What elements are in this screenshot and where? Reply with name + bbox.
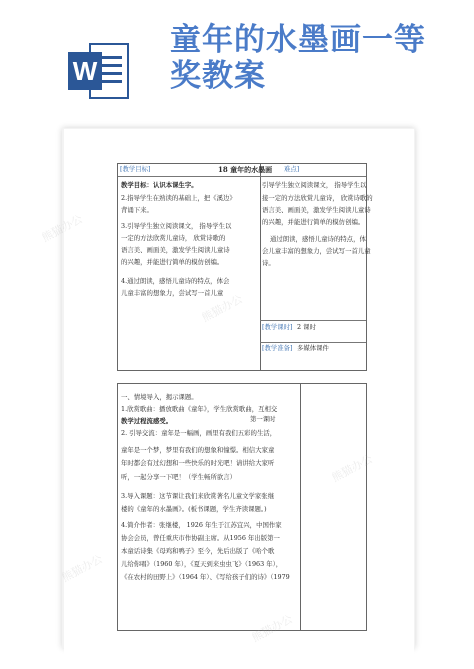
goal-line-7: 的兴趣，并能进行简单的模仿创编。 [121,258,224,266]
goal-line-3: 背诵下来。 [121,206,153,214]
process-line-14: 《在农村的田野上》（1964 年）、《写给孩子们的诗》（1979 [121,573,290,581]
difficulty-line-3: 语言美、画面美，激发学生阅读儿童诗 [262,206,371,214]
process-line-2: 1.欣赏歌曲：播放歌曲《童年》，学生欣赏歌曲，互相交 [121,405,278,413]
table-row-divider [260,320,366,321]
process-line-5: 童年是一个梦，梦里有我们的想象和憧憬。相信大家童 [121,446,275,454]
process-line-8: 3.导入课题：这节课让我们来欣赏著名儿童文学家张继 [121,492,275,500]
watermark-text: 熊猫办公 [249,612,295,645]
table-row-divider [118,176,366,177]
tag-difficulty: 难点] [284,165,300,173]
lesson-title: 18 童年的水墨画 [218,165,273,174]
process-line-7: 听，一起分享一下吧！（学生畅所欲言） [121,473,237,481]
goal-line-1: 教学目标：认识本课生字。 [121,181,198,189]
difficulty-line-5: 通过朗读，感悟儿童诗的特点，体 [270,235,366,243]
process-line-12: 本童话诗集《母鸡和鸭子》至今，先后出版了《哈个歌 [121,547,275,555]
document-title [170,22,460,94]
process-line-10: 4.简介作者：张继楼， 1926 年生于江苏宜兴，中国作家 [121,521,282,529]
watermark-text: 熊猫办公 [39,212,85,245]
watermark-text: 熊猫办公 [59,552,105,585]
difficulty-line-1: 引导学生独立阅读课文， 指导学生以 [262,181,367,189]
difficulty-line-7: 诗。 [262,259,275,267]
goal-line-5: 一定的方法欣赏儿童诗， 欣赏诗歌的 [121,234,226,242]
tag-teaching-goal: [教学目标] [120,165,151,173]
title-line-2: 奖教案 [170,58,266,94]
tag-class-hours: [教学课时] [262,323,293,331]
class-hours-value: 2 课时 [297,323,316,331]
tag-preparation: [教学准备] [262,344,293,352]
process-line-4: 2. 引导交流：童年是一幅画，画里有我们五彩的生活， [121,429,277,437]
goal-line-4: 3.引导学生独立阅读课文， 指导学生以 [121,222,232,230]
process-line-9: 楼的《童年的水墨画》。(板书课题，学生齐读课题。) [121,505,267,513]
column-divider [300,384,301,630]
title-line-1: 童年的水墨画一等 [170,22,426,58]
difficulty-line-4: 的兴趣，并能进行简单的模仿创编。 [262,218,365,226]
difficulty-line-2: 接一定的方法欣赏儿童诗， 欣赏诗歌的 [262,194,373,202]
process-line-1: 一、情境导入，揭示课题。 [121,393,198,401]
goal-line-9: 儿童丰富的想象力，尝试写一首儿童 [121,289,224,297]
goal-line-2: 2.指导学生在熟读的基础上，把《溪边》 [121,194,236,202]
svg-text:W: W [72,56,98,86]
watermark-text: 熊猫办公 [329,452,375,485]
preparation-value: 多媒体课件 [297,344,329,352]
header-banner [0,0,474,120]
process-line-13: 儿给你唱》（1960 年），《夏天到来虫虫飞》（1963 年）， [121,560,283,568]
goal-line-6: 语言美、画面美，激发学生阅读儿童诗 [121,246,230,254]
column-divider [260,164,261,370]
difficulty-line-6: 会儿童丰富的想象力，尝试写一首儿童 [262,247,371,255]
process-line-6: 年时都会有过幻想和一些快乐的时光吧！请讲给大家听 [121,459,275,467]
watermark-text: 熊猫办公 [199,292,245,325]
first-lesson-label: 第一课时 [250,415,276,423]
goal-line-8: 4.通过朗读，感悟儿童诗的特点，体会 [121,277,230,285]
process-line-3: 教学过程流感受。 [121,417,173,425]
word-document-icon [68,40,130,102]
process-line-11: 协会会员，曾任重庆市作协副主席。从1956 年出版第一 [121,534,280,542]
